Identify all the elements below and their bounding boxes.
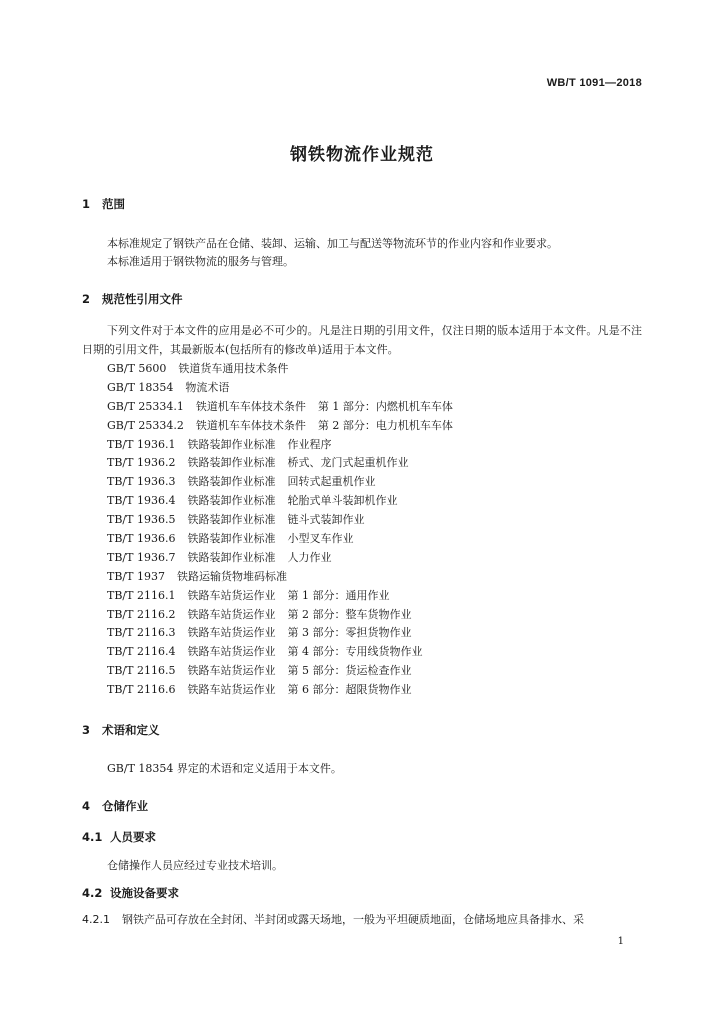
- reference-name: 铁道机车车体技术条件: [195, 399, 306, 413]
- reference-code: GB/T 5600: [107, 362, 167, 375]
- section-title: 范围: [102, 197, 125, 211]
- document-title: 钢铁物流作业规范: [290, 145, 434, 165]
- reference-code: TB/T 2116.2: [107, 607, 176, 621]
- subsection-title: 设施设备要求: [110, 886, 179, 900]
- reference-part: 链斗式装卸作业: [287, 513, 365, 527]
- subsection-number: 4.1: [82, 830, 103, 844]
- reference-code: TB/T 1936.7: [107, 550, 176, 564]
- section-number: 4: [82, 799, 91, 813]
- subsection-number: 4.2: [82, 886, 103, 900]
- reference-code: TB/T 2116.6: [107, 683, 176, 697]
- reference-name: 铁路车站货运作业: [187, 683, 276, 697]
- reference-part: 第 3 部分：零担货物作业: [287, 626, 412, 640]
- reference-part: 轮胎式单斗装卸机作业: [287, 494, 398, 508]
- reference-code: TB/T 1936.4: [107, 494, 176, 508]
- subsection-heading: [82, 885, 179, 901]
- reference-item: [107, 606, 453, 625]
- clause: [82, 911, 584, 927]
- reference-item: [107, 681, 453, 700]
- reference-name: 铁路运输货物堆码标准: [176, 569, 287, 583]
- reference-item: [107, 587, 453, 606]
- paragraph: 本标准规定了钢铁产品在仓储、装卸、运输、加工与配送等物流环节的作业内容和作业要求。: [107, 237, 558, 250]
- reference-part: 桥式、龙门式起重机作业: [287, 456, 409, 470]
- reference-name: 铁道机车车体技术条件: [195, 418, 306, 432]
- reference-name: 铁路车站货运作业: [187, 645, 276, 659]
- section-number: 3: [82, 723, 91, 737]
- reference-name: 物流术语: [185, 380, 230, 394]
- reference-item: [107, 398, 453, 417]
- reference-name: 铁路装卸作业标准: [187, 550, 276, 564]
- reference-part: 第 6 部分：超限货物作业: [287, 683, 412, 697]
- reference-part: 人力作业: [287, 550, 332, 564]
- reference-code: TB/T 2116.4: [107, 645, 176, 659]
- paragraph: 下列文件对于本文件的应用是必不可少的。凡是注日期的引用文件，仅注日期的版本适用于本文件。凡是不注日期的引用文件，其最新版本(包括所有的修改单)适用于本文件。: [82, 324, 642, 356]
- reference-item: [107, 360, 453, 379]
- reference-name: 铁路车站货运作业: [187, 626, 276, 640]
- reference-part: 第 4 部分：专用线货物作业: [287, 645, 423, 659]
- reference-part: 回转式起重机作业: [287, 475, 376, 489]
- reference-item: [107, 473, 453, 492]
- reference-code: GB/T 25334.2: [107, 418, 184, 432]
- reference-item: [107, 549, 453, 568]
- section-title: 术语和定义: [102, 723, 160, 737]
- section-number: 2: [82, 292, 91, 306]
- reference-part: 第 2 部分：电力机机车车体: [317, 418, 453, 432]
- clause-number: 4.2.1: [82, 913, 110, 926]
- reference-name: 铁路车站货运作业: [187, 588, 276, 602]
- reference-code: TB/T 2116.1: [107, 588, 176, 602]
- reference-item: [107, 624, 453, 643]
- reference-part: 第 2 部分：整车货物作业: [287, 607, 412, 621]
- reference-name: 铁路装卸作业标准: [187, 494, 276, 508]
- reference-name: 铁路装卸作业标准: [187, 437, 276, 451]
- reference-name: 铁路装卸作业标准: [187, 475, 276, 489]
- reference-item: [107, 643, 453, 662]
- section-heading: [82, 196, 125, 212]
- section-title: 规范性引用文件: [102, 292, 183, 306]
- section-title: 仓储作业: [102, 799, 148, 813]
- reference-part: 小型叉车作业: [287, 532, 354, 546]
- reference-name: 铁路装卸作业标准: [187, 456, 276, 470]
- section-heading: [82, 798, 148, 814]
- reference-code: GB/T 18354: [107, 380, 174, 394]
- reference-part: 第 1 部分：内燃机机车车体: [317, 399, 453, 413]
- reference-code: TB/T 1936.5: [107, 513, 176, 527]
- reference-code: TB/T 1936.6: [107, 532, 176, 546]
- subsection-heading: [82, 829, 156, 845]
- reference-code: TB/T 1937: [107, 569, 165, 583]
- reference-item: [107, 530, 453, 549]
- paragraph: 本标准适用于钢铁物流的服务与管理。: [107, 255, 294, 268]
- reference-code: TB/T 2116.5: [107, 664, 176, 678]
- reference-name: 铁路装卸作业标准: [187, 513, 276, 527]
- reference-item: [107, 662, 453, 681]
- reference-name: 铁路车站货运作业: [187, 607, 276, 621]
- section-heading: [82, 291, 183, 307]
- reference-list: [107, 360, 453, 700]
- reference-part: 作业程序: [287, 437, 332, 451]
- section-heading: [82, 722, 160, 738]
- standard-code: WB/T 1091—2018: [546, 77, 642, 89]
- page-number: 1: [617, 936, 624, 947]
- reference-item: [107, 568, 453, 587]
- reference-code: TB/T 1936.3: [107, 475, 176, 489]
- reference-name: 铁路装卸作业标准: [187, 532, 276, 546]
- reference-item: [107, 436, 453, 455]
- section-number: 1: [82, 197, 91, 211]
- reference-item: [107, 417, 453, 436]
- reference-code: TB/T 2116.3: [107, 626, 176, 640]
- reference-item: [107, 511, 453, 530]
- reference-item: [107, 454, 453, 473]
- subsection-title: 人员要求: [110, 830, 156, 844]
- paragraph: 仓储操作人员应经过专业技术培训。: [107, 859, 283, 872]
- reference-code: TB/T 1936.1: [107, 437, 176, 451]
- paragraph: GB/T 18354 界定的术语和定义适用于本文件。: [107, 762, 342, 775]
- reference-name: 铁路车站货运作业: [187, 664, 276, 678]
- reference-name: 铁道货车通用技术条件: [178, 362, 289, 375]
- clause-text: 钢铁产品可存放在全封闭、半封闭或露天场地，一般为平坦硬质地面，仓储场地应具备排水、采: [122, 913, 584, 926]
- reference-item: [107, 492, 453, 511]
- reference-part: 第 5 部分：货运检查作业: [287, 664, 412, 678]
- reference-code: GB/T 25334.1: [107, 399, 184, 413]
- reference-item: [107, 379, 453, 398]
- reference-part: 第 1 部分：通用作业: [287, 588, 390, 602]
- reference-code: TB/T 1936.2: [107, 456, 176, 470]
